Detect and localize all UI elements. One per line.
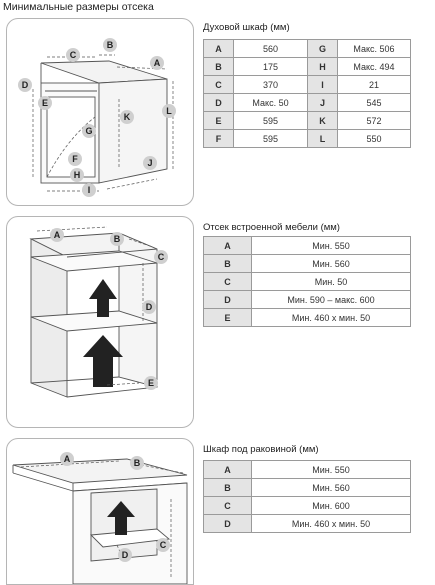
oven-label-a: A — [153, 58, 161, 68]
dimension-key: A — [204, 461, 252, 479]
dimension-key: E — [204, 309, 252, 327]
dimension-value: Мин. 550 — [252, 461, 411, 479]
dimension-value: 175 — [234, 58, 308, 76]
dimension-value: Мин. 460 x мин. 50 — [252, 515, 411, 533]
sink-label-c: C — [159, 540, 167, 550]
table-row — [204, 237, 411, 255]
oven-label-k: K — [123, 112, 131, 122]
oven-label-e: E — [41, 98, 49, 108]
dimension-key: B — [204, 479, 252, 497]
cabinet-dimensions-table — [203, 236, 411, 327]
dimension-value: 550 — [338, 130, 411, 148]
dimension-value: Мин. 600 — [252, 497, 411, 515]
dimension-key: E — [204, 112, 234, 130]
dimension-value: Мин. 50 — [252, 273, 411, 291]
oven-label-c: C — [69, 50, 77, 60]
dimension-value: 370 — [234, 76, 308, 94]
dimension-key: C — [204, 76, 234, 94]
cabinet-diagram — [7, 217, 193, 427]
dimension-value: Макс. 494 — [338, 58, 411, 76]
dimension-key: F — [204, 130, 234, 148]
table-row — [204, 497, 411, 515]
oven-diagram — [7, 19, 193, 205]
table-row — [204, 112, 411, 130]
dimension-key: J — [308, 94, 338, 112]
dimension-key: H — [308, 58, 338, 76]
dimension-value: 595 — [234, 112, 308, 130]
sink-label-b: B — [133, 458, 141, 468]
dimension-value: Макс. 506 — [338, 40, 411, 58]
dimension-key: C — [204, 497, 252, 515]
dimension-value: Мин. 590 – макс. 600 — [252, 291, 411, 309]
dimension-key: D — [204, 515, 252, 533]
cabinet-label-c: C — [157, 252, 165, 262]
cabinet-label-b: B — [113, 234, 121, 244]
oven-label-b: B — [106, 40, 114, 50]
dimension-value: 560 — [234, 40, 308, 58]
dimension-value: 21 — [338, 76, 411, 94]
cabinet-label-a: A — [53, 230, 61, 240]
oven-label-g: G — [85, 126, 93, 136]
dimension-value: Мин. 550 — [252, 237, 411, 255]
table-row — [204, 255, 411, 273]
dimension-key: L — [308, 130, 338, 148]
oven-label-l: L — [166, 106, 172, 116]
cabinet-table-title: Отсек встроенной мебели (мм) — [203, 222, 340, 233]
table-row — [204, 515, 411, 533]
dimension-key: K — [308, 112, 338, 130]
cabinet-label-e: E — [147, 378, 155, 388]
oven-label-h: H — [73, 170, 81, 180]
dimension-value: Мин. 560 — [252, 255, 411, 273]
dimension-value: 545 — [338, 94, 411, 112]
dimension-value: 572 — [338, 112, 411, 130]
dimension-value: 595 — [234, 130, 308, 148]
table-row — [204, 130, 411, 148]
cabinet-label-d: D — [145, 302, 153, 312]
dimension-key: D — [204, 94, 234, 112]
table-row — [204, 461, 411, 479]
dimension-key: D — [204, 291, 252, 309]
dimension-value: Макс. 50 — [234, 94, 308, 112]
sink-diagram — [7, 439, 193, 584]
oven-label-i: I — [87, 185, 91, 195]
oven-label-j: J — [147, 158, 153, 168]
dimension-key: A — [204, 40, 234, 58]
table-row — [204, 94, 411, 112]
dimension-key: C — [204, 273, 252, 291]
cabinet-diagram-panel — [6, 216, 194, 428]
sink-label-a: A — [63, 454, 71, 464]
oven-label-d: D — [21, 80, 29, 90]
sink-dimensions-table — [203, 460, 411, 533]
dimension-key: B — [204, 255, 252, 273]
table-row — [204, 58, 411, 76]
dimension-key: G — [308, 40, 338, 58]
sink-label-d: D — [121, 550, 129, 560]
table-row — [204, 291, 411, 309]
page-title: Минимальные размеры отсека — [3, 1, 154, 13]
dimension-key: B — [204, 58, 234, 76]
oven-label-f: F — [72, 154, 78, 164]
table-row — [204, 309, 411, 327]
table-row — [204, 273, 411, 291]
dimension-key: I — [308, 76, 338, 94]
oven-dimensions-table — [203, 39, 411, 148]
table-row — [204, 479, 411, 497]
table-row — [204, 76, 411, 94]
dimension-key: A — [204, 237, 252, 255]
oven-table-title: Духовой шкаф (мм) — [203, 22, 290, 33]
oven-diagram-panel — [6, 18, 194, 206]
dimension-value: Мин. 560 — [252, 479, 411, 497]
table-row — [204, 40, 411, 58]
sink-table-title: Шкаф под раковиной (мм) — [203, 444, 319, 455]
dimension-value: Мин. 460 x мин. 50 — [252, 309, 411, 327]
sink-diagram-panel — [6, 438, 194, 585]
